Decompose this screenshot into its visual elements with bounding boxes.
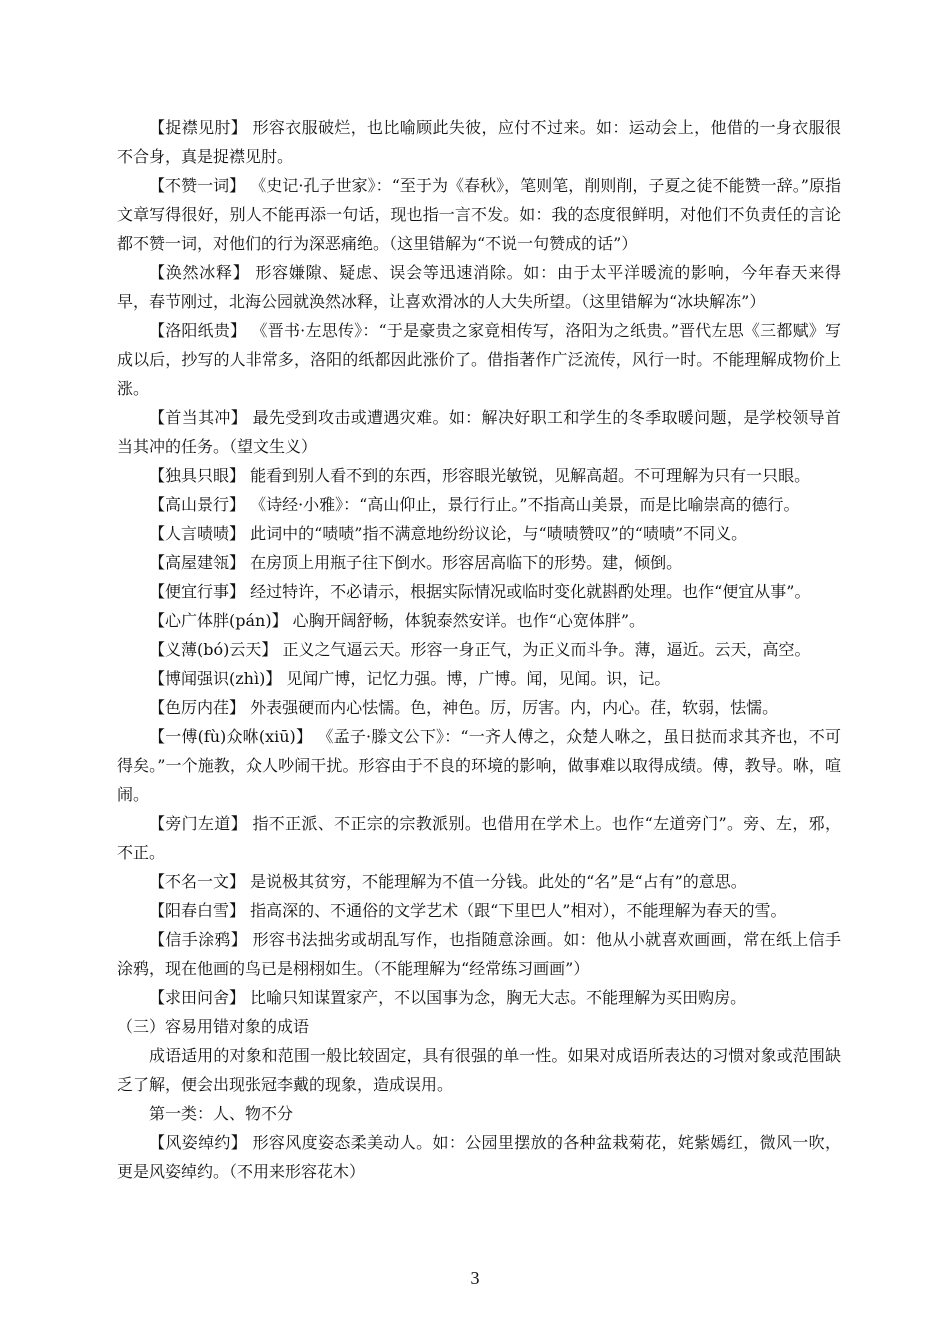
section-intro: 成语适用的对象和范围一般比较固定，具有很强的单一性。如果对成语所表达的习惯对象或范围缺乏了解，便会出现张冠李戴的现象，造成误用。	[117, 1046, 841, 1094]
idiom-entry: 【风姿绰约】 形容风度姿态柔美动人。如：公园里摆放的各种盆栽菊花，姹紫嫣红，微风一吹，更是风姿绰约。（不用来形容花木）	[117, 1133, 841, 1181]
idiom-entry: 【不名一文】 是说极其贫穷，不能理解为不值一分钱。此处的“名”是“占有”的意思。	[149, 872, 747, 891]
idiom-entry: 【洛阳纸贵】 《晋书·左思传》：“于是豪贵之家竟相传写，洛阳为之纸贵。”晋代左思《三都赋》写成以后，抄写的人非常多，洛阳的纸都因此涨价了。借指著作广泛流传，风行一时。不能理解成物价上涨。	[117, 321, 841, 398]
idiom-entry: 【高山景行】 《诗经·小雅》：“高山仰止，景行行止。”不指高山美景，而是比喻崇高的德行。	[149, 495, 800, 514]
idiom-entry: 【一傅(fù)众咻(xiū)】 《孟子·滕文公下》：“一齐人傅之，众楚人咻之，虽日挞而求其齐也，不可得矣。”一个施教，众人吵闹干扰。形容由于不良的环境的影响，做事难以取得成绩。傅，教导。咻，喧闹。	[117, 727, 841, 804]
idiom-entry: 【色厉内荏】 外表强硬而内心怯懦。色，神色。厉，厉害。内，内心。荏，软弱，怯懦。	[149, 698, 779, 717]
idiom-entry: 【博闻强识(zhì)】 见闻广博，记忆力强。博，广博。闻，见闻。识，记。	[149, 669, 671, 688]
category-heading: 第一类：人、物不分	[149, 1104, 294, 1123]
idiom-entry: 【独具只眼】 能看到别人看不到的东西，形容眼光敏锐，见解高超。不可理解为只有一只眼。	[149, 466, 811, 485]
page-content	[117, 113, 841, 1186]
idiom-entry: 【涣然冰释】 形容嫌隙、疑虑、误会等迅速消除。如：由于太平洋暖流的影响，今年春天来得早，春节刚过，北海公园就涣然冰释，让喜欢滑冰的人大失所望。（这里错解为“冰块解冻”）	[117, 263, 841, 311]
idiom-entry: 【旁门左道】 指不正派、不正宗的宗教派别。也借用在学术上。也作“左道旁门”。旁、左，邪，不正。	[117, 814, 841, 862]
idiom-entry: 【便宜行事】 经过特许，不必请示，根据实际情况或临时变化就斟酌处理。也作“便宜从事”。	[149, 582, 811, 601]
idiom-entry: 【首当其冲】 最先受到攻击或遭遇灾难。如：解决好职工和学生的冬季取暖问题，是学校领导首当其冲的任务。（望文生义）	[117, 408, 841, 456]
idiom-entry: 【求田问舍】 比喻只知谋置家产，不以国事为念，胸无大志。不能理解为买田购房。	[149, 988, 747, 1007]
idiom-entry: 【高屋建瓴】 在房顶上用瓶子往下倒水。形容居高临下的形势。建，倾倒。	[149, 553, 683, 572]
idiom-entry: 【心广体胖(pán)】 心胸开阔舒畅，体貌泰然安详。也作“心宽体胖”。	[149, 611, 646, 630]
idiom-entry: 【人言啧啧】 此词中的“啧啧”指不满意地纷纷议论，与“啧啧赞叹”的“啧啧”不同义。	[149, 524, 748, 543]
idiom-entry: 【阳春白雪】 指高深的、不通俗的文学艺术（跟“下里巴人”相对），不能理解为春天的雪。	[149, 901, 787, 920]
idiom-entry: 【捉襟见肘】 形容衣服破烂，也比喻顾此失彼，应付不过来。如：运动会上，他借的一身衣服很不合身，真是捉襟见肘。	[117, 118, 841, 166]
idiom-entry: 【信手涂鸦】 形容书法拙劣或胡乱写作，也指随意涂画。如：他从小就喜欢画画，常在纸上信手涂鸦，现在他画的鸟已是栩栩如生。（不能理解为“经常练习画画”）	[117, 930, 841, 978]
idiom-entry: 【不赞一词】 《史记·孔子世家》：“至于为《春秋》，笔则笔，削则削，子夏之徒不能赞一辞。”原指文章写得很好，别人不能再添一句话，现也指一言不发。如：我的态度很鲜明，对他们不负责任的言论都不赞一词，对他们的行为深恶痛绝。（这里错解为“不说一句赞成的话”）	[117, 176, 841, 253]
page-number: 3	[470, 1268, 480, 1288]
idiom-entry: 【义薄(bó)云天】 正义之气逼云天。形容一身正气，为正义而斗争。薄，逼近。云天，高空。	[149, 640, 811, 659]
section-heading: （三）容易用错对象的成语	[117, 1017, 310, 1036]
